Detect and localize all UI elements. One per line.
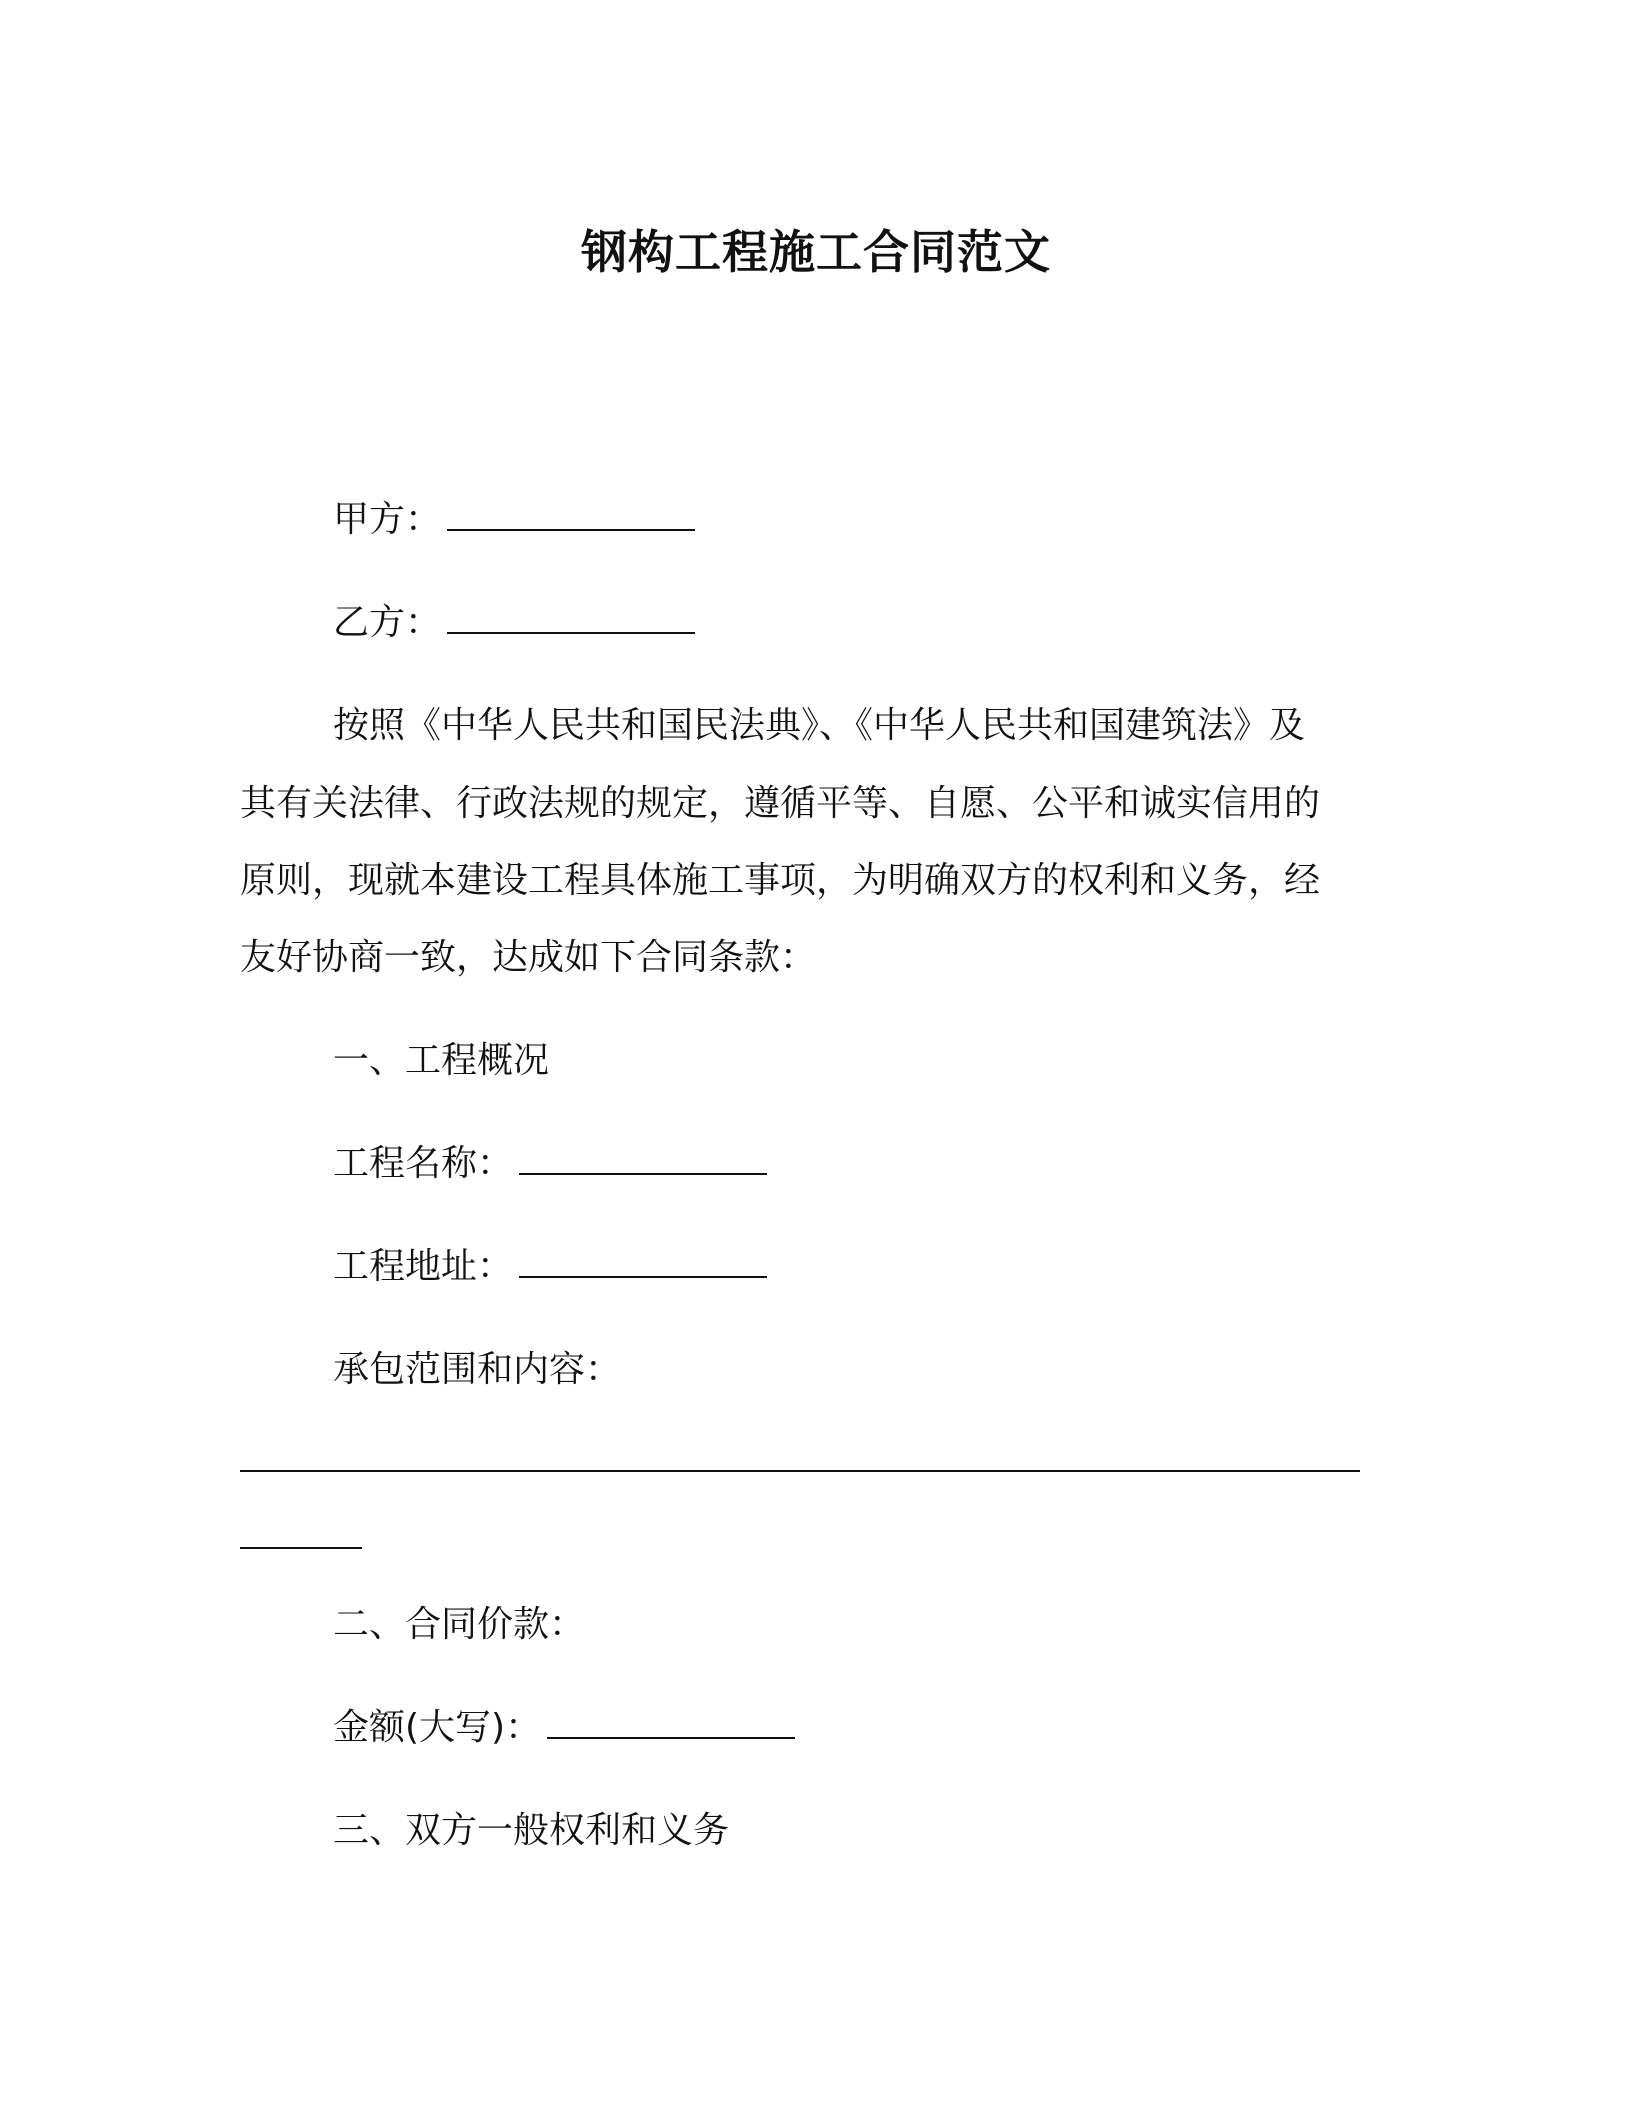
section-3-heading: 三、双方一般权利和义务 <box>333 1810 730 1851</box>
amount-line <box>333 1703 795 1753</box>
party-a-blank <box>447 495 695 531</box>
party-a-line <box>333 495 695 545</box>
project-address-label: 工程地址： <box>333 1246 514 1287</box>
project-address-blank <box>519 1242 767 1278</box>
party-b-line <box>333 598 695 648</box>
intro-line-4: 友好协商一致，达成如下合同条款： <box>240 937 817 978</box>
section-2-heading: 二、合同价款： <box>333 1604 586 1645</box>
project-name-line <box>333 1139 767 1189</box>
party-b-blank <box>447 598 695 634</box>
scope-blank-line-2 <box>240 1547 362 1549</box>
project-name-label: 工程名称： <box>333 1143 514 1184</box>
section-1-heading: 一、工程概况 <box>333 1040 550 1081</box>
amount-blank <box>547 1703 795 1739</box>
amount-label: 金额(大写)： <box>333 1707 542 1748</box>
intro-line-1: 按照《中华人民共和国民法典》、《中华人民共和国建筑法》及 <box>333 705 1306 746</box>
intro-line-3: 原则，现就本建设工程具体施工事项，为明确双方的权利和义务，经 <box>240 860 1321 901</box>
scope-blank-line-1 <box>240 1470 1360 1472</box>
intro-line-2: 其有关法律、行政法规的规定，遵循平等、自愿、公平和诚实信用的 <box>240 783 1321 824</box>
party-a-label: 甲方： <box>333 499 442 540</box>
project-name-blank <box>519 1139 767 1175</box>
project-address-line <box>333 1242 767 1292</box>
party-b-label: 乙方： <box>333 602 442 643</box>
document-title: 钢构工程施工合同范文 <box>581 225 1051 279</box>
scope-label: 承包范围和内容： <box>333 1349 622 1390</box>
